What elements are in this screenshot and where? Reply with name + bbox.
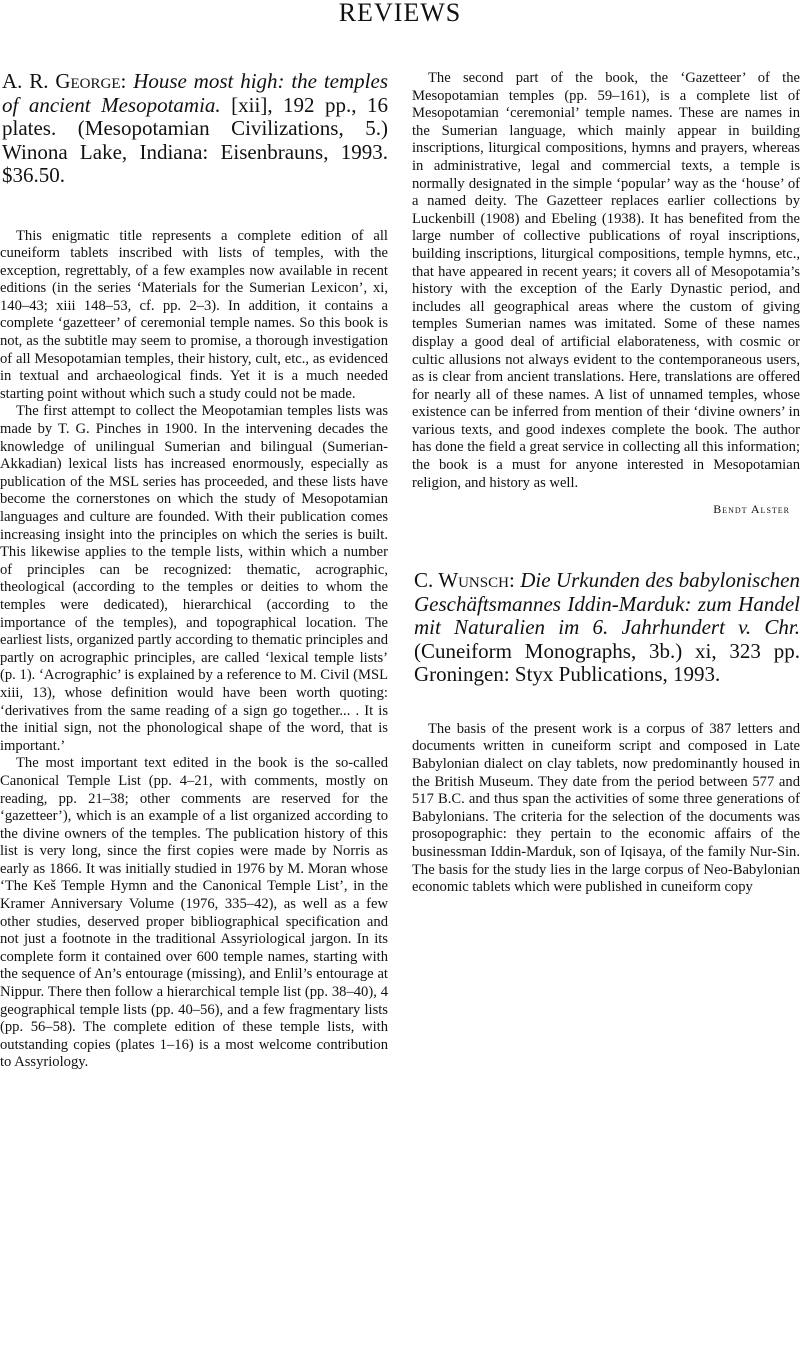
review-1-paragraph-2: The first attempt to collect the Meopotamian temples lists was made by T. G. Pinches in 1900. In the intervening decades the knowledge of unilingual Sumerian and bilingual (Sumerian-Akkadian) lexical lists has increased enormously, especially as publication of the MSL series has proceeded, and these lists have become the cornerstones on which the study of Mesopotamian languages and culture are founded. With their publication comes increasing insight into the principles on which the series is built. This likewise applies to the temple lists, within which a number of principles can be recognized: thematic, acrographic, theological (according to the temples or deities to whom the temples were dedicated), hierarchical (according to the importance of the temples), and topographical location. The earliest lists, organized partly according to thematic principles and partly on acrographic principles, are called ‘lexical temple lists’ (p. 1). ‘Acrographic’ is explained by a reference to M. Civil (MSL xiii, 13), whose definition would have been worth quoting: ‘derivatives from the same reading of a sign go together... . It is the initial sign, not the phonological shape of the word, that is important.’: [0, 403, 388, 754]
review-1-details: [xii], 192 pp., 16 plates. (Mesopotamian Civilizations, 5.) Winona Lake, Indiana: Eisenbrauns, 1993. $36.50.: [2, 92, 389, 187]
review-2: [412, 569, 800, 896]
review-1-paragraph-1: This enigmatic title represents a complete edition of all cuneiform tablets inscribed with lists of temples, with the exception, regrettably, of a few examples now available in recent editions (in the series ‘Materials for the Sumerian Lexicon’, xi, 140–43; xiii 148–53, cf. pp. 2–3). In addition, it contains a complete ‘gazetteer’ of ceremonial temple names. So this book is not, as the subtitle may seem to promise, a thorough investigation of all Mesopotamian temples, their history, cult, etc., as evidenced in textual and archaeological finds. Yet it is a much needed starting point without which such a study could not be made.: [0, 227, 388, 402]
review-2-paragraph-1: The basis of the present work is a corpus of 387 letters and documents written in cuneiform script and composed in Late Babylonian dialect on clay tablets, now predominantly housed in the British Museum. They date from the period between 577 and 517 B.C. and thus span the activities of some three generations of Babylonians. The criteria for the selection of the documents was prosopographic: they pertain to the economic affairs of the businessman Iddin-Marduk, son of Iqisaya, of the family Nur-Sin. The basis for the study lies in the large corpus of Neo-Babylonian economic tablets which were published in cuneiform copy: [412, 720, 800, 896]
left-column: [0, 70, 388, 1072]
review-2-details: (Cuneiform Monographs, 3b.) xi, 323 pp. Groningen: Styx Publications, 1993.: [414, 638, 800, 687]
review-1-body: [0, 228, 388, 1073]
review-1-author: A. R. George: [2, 69, 121, 93]
page-title: REVIEWS: [338, 0, 462, 27]
review-1-reviewer: Bendt Alster: [713, 502, 790, 517]
review-2-body: [412, 721, 800, 897]
review-1-heading: A. R. George: House most high: the temples of ancient Mesopotamia. [xii], 192 pp., 16 plates. (Mesopotamian Civilizations, 5.) Winona Lake, Indiana: Eisenbrauns, 1993. $36.50.: [2, 69, 389, 187]
review-1-paragraph-3: The most important text edited in the book is the so-called Canonical Temple List (pp. 4–21, with comments, mostly on reading, pp. 21–38; other comments are reserved for the ‘gazetteer’), which is an example of a list organized according to the divine owners of the temples. The publication history of this list is very long, since the first copies were made by Norris as early as 1866. It was initially studied in 1976 by M. Moran whose ‘The Keš Temple Hymn and the Canonical Temple List’, in the Kramer Anniversary Volume (1976, 335–42), as well as a few other studies, deserved proper bibliographical specification and not just a footnote in the traditional Assyriological jargon. In its complete form it contained over 600 temple names, starting with the sequence of An’s entourage (missing), and Enlil’s entourage at Nippur. There then follow a hierarchical temple list (pp. 38–40), 4 geographical temple lists (pp. 40–56), and a few fragmentary lists (pp. 56–58). The complete edition of these temple lists, with outstanding copies (plates 1–16) is a most welcome contribution to Assyriology.: [0, 755, 388, 1071]
review-2-author: C. Wunsch:: [414, 568, 515, 593]
review-2-book-title: Die Urkunden des babylonischen Geschäftsmannes Iddin-Marduk: zum Handel mit Naturalien im 6. Jahrhundert v. Chr.: [414, 568, 800, 640]
right-column: [412, 70, 800, 897]
review-1-book-title: House most high: the temples of ancient Mesopotamia.: [2, 69, 388, 117]
review-2-heading: [412, 569, 800, 687]
review-1-paragraph-4: The second part of the book, the ‘Gazetteer’ of the Mesopotamian temples (pp. 59–161), is a complete list of Mesopotamian ‘ceremonial’ temple names. These are names in the Sumerian language, which mainly appear in building inscriptions, liturgical compositions, hymns and prayers, whereas in administrative, legal and commercial texts, a temple is normally designated in the simple ‘popular’ way as the ‘house’ of a named deity. The Gazetteer replaces earlier collections by Luckenbill (1908) and Ebeling (1938). It has benefited from the large number of collective publications of royal inscriptions, building inscriptions, liturgical compositions, temple hymns, etc., that have appeared in recent years; it covers all of Mesopotamia’s history with the exception of the Early Dynastic period, and includes all geographical areas where the custom of giving temples Sumerian names was imitated. Some of these names display a good deal of artificial elaborateness, with cosmic or cultic allusions not always evident to the contemporaneous users, as is clear from ancient translations. Here, translations are offered for nearly all of these names. A list of unnamed temples, whose existence can be inferred from mention of their ‘divine owners’ in various texts, and good indexes complete the book. The author has done the field a great service in collecting all this information; the book is a must for anyone interested in Mesopotamian religion, and history as well.: [412, 70, 800, 491]
review-1-body-continued: [412, 70, 800, 492]
